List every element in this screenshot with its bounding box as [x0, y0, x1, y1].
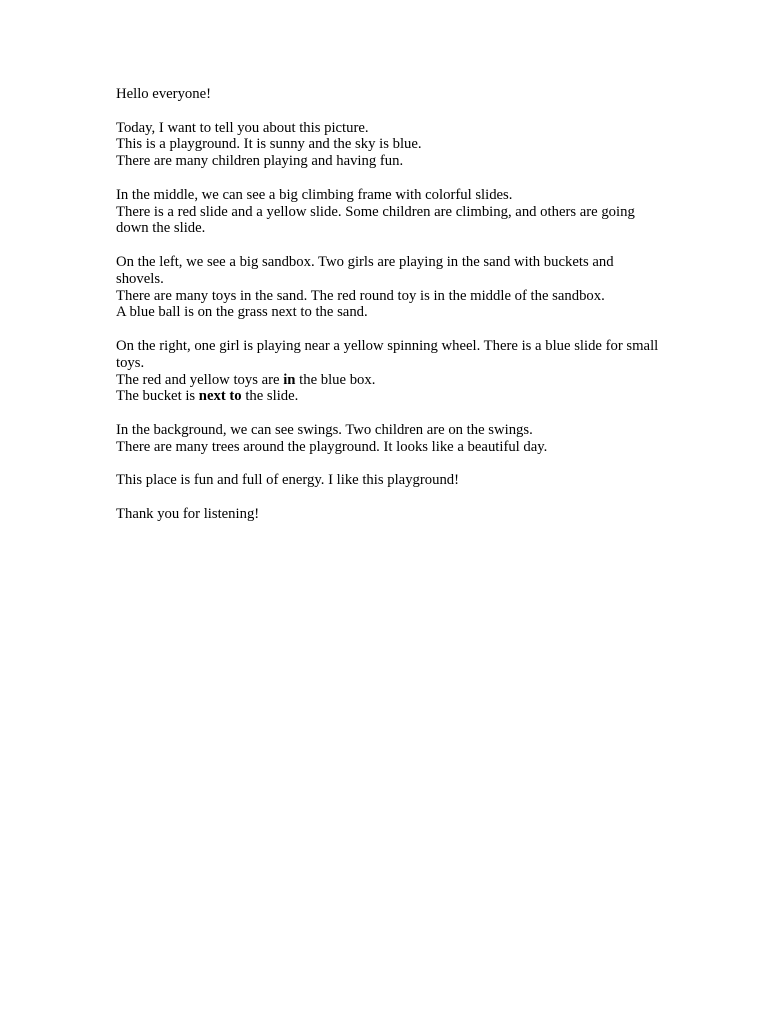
left-line-2: There are many toys in the sand. The red round toy is in the middle of the sandbox.	[116, 287, 605, 304]
right-paragraph	[116, 338, 661, 405]
left-line-1: On the left, we see a big sandbox. Two girls are playing in the sand with buckets and shovels.	[116, 253, 614, 287]
right-line-3-start: The bucket is	[116, 388, 199, 405]
left-line-3: A blue ball is on the grass next to the sand.	[116, 304, 368, 321]
intro-line-3: There are many children playing and having fun.	[116, 153, 404, 170]
right-line-3	[116, 388, 661, 405]
background-line-1: In the background, we can see swings. Two children are on the swings.	[116, 421, 533, 438]
right-line-2-start: The red and yellow toys are	[116, 371, 284, 388]
right-line-2-end: the blue box.	[295, 371, 376, 388]
background-paragraph	[116, 422, 661, 456]
summary-text: This place is fun and full of energy. I like this playground!	[116, 472, 460, 489]
left-paragraph	[116, 254, 661, 321]
summary-paragraph	[116, 472, 661, 489]
right-line-2-bold: in	[283, 371, 296, 388]
right-line-3-bold: next to	[198, 388, 242, 405]
right-line-2	[116, 372, 661, 389]
middle-line-1: In the middle, we can see a big climbing frame with colorful slides.	[116, 186, 513, 203]
document-body	[116, 86, 661, 540]
middle-line-2: There is a red slide and a yellow slide. Some children are climbing, and others are going down the slide.	[116, 203, 635, 237]
middle-paragraph	[116, 187, 661, 237]
right-line-1: On the right, one girl is playing near a yellow spinning wheel. There is a blue slide for small toys.	[116, 337, 659, 371]
closing-paragraph	[116, 506, 661, 523]
right-line-3-end: the slide.	[241, 388, 299, 405]
intro-paragraph	[116, 120, 661, 170]
background-line-2: There are many trees around the playground. It looks like a beautiful day.	[116, 438, 548, 455]
greeting-paragraph	[116, 86, 661, 103]
intro-line-2: This is a playground. It is sunny and the sky is blue.	[116, 136, 422, 153]
closing-text: Thank you for listening!	[116, 505, 260, 522]
intro-line-1: Today, I want to tell you about this picture.	[116, 119, 369, 136]
greeting-text: Hello everyone!	[116, 86, 212, 102]
